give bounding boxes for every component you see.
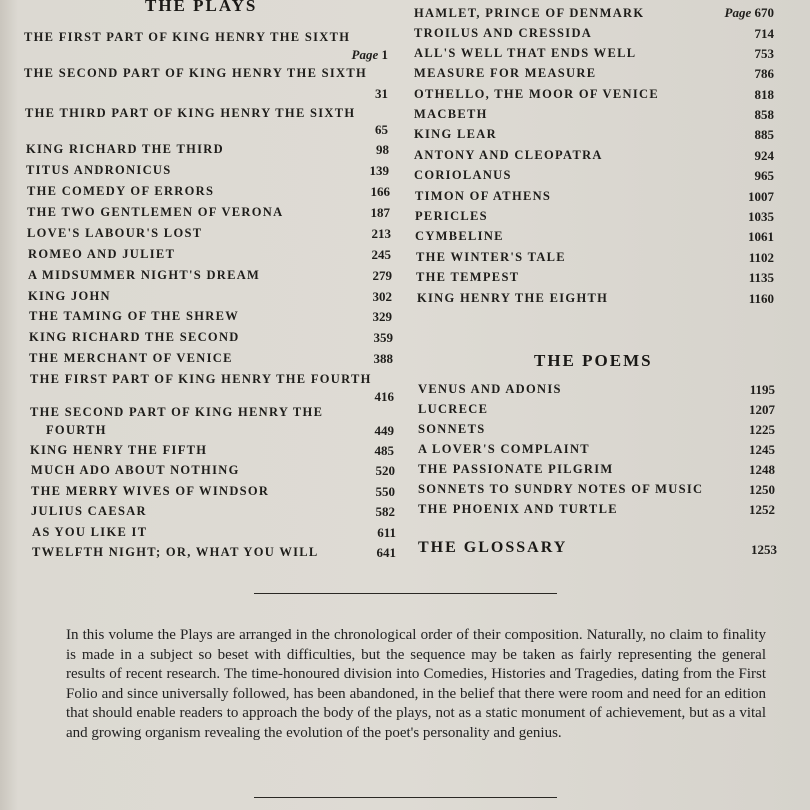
list-item: CYMBELINE [415, 229, 504, 243]
divider-rule [254, 797, 557, 798]
list-item: THE FIRST PART OF KING HENRY THE FOURTH [30, 372, 372, 386]
page-number: 1248 [749, 462, 775, 477]
page-number: 388 [373, 351, 393, 366]
page-number: 818 [754, 87, 774, 102]
list-item: THE TWO GENTLEMEN OF VERONA [27, 205, 284, 219]
list-item: A MIDSUMMER NIGHT'S DREAM [28, 268, 261, 282]
list-item: THE WINTER'S TALE [416, 250, 566, 264]
list-item: OTHELLO, THE MOOR OF VENICE [414, 87, 659, 101]
list-item: TROILUS AND CRESSIDA [414, 26, 593, 40]
page-number: 65 [375, 122, 388, 137]
list-item: AS YOU LIKE IT [32, 525, 148, 539]
divider-rule [254, 593, 557, 594]
page-number: 359 [373, 330, 393, 345]
list-item: LOVE'S LABOUR'S LOST [27, 226, 203, 240]
page-number: 1225 [749, 422, 775, 437]
list-item: MEASURE FOR MEASURE [414, 66, 597, 80]
list-item: THE FIRST PART OF KING HENRY THE SIXTH [24, 30, 351, 44]
page-number: 550 [375, 484, 395, 499]
page-number: 753 [754, 46, 774, 61]
list-item: KING RICHARD THE SECOND [29, 330, 240, 344]
list-item: SONNETS [418, 422, 486, 436]
list-item: LUCRECE [418, 402, 489, 416]
list-item: MACBETH [414, 107, 488, 121]
list-item-continuation: FOURTH [46, 423, 107, 437]
list-item: KING LEAR [414, 127, 497, 141]
list-item: KING JOHN [28, 289, 111, 303]
page-number: Page 1 [351, 47, 388, 62]
page-number: 329 [372, 309, 392, 324]
list-item: VENUS AND ADONIS [418, 382, 562, 396]
page-number: 858 [754, 107, 774, 122]
list-item: THE PASSIONATE PILGRIM [418, 462, 614, 476]
page-number: 302 [372, 289, 392, 304]
page-number: 31 [375, 86, 388, 101]
list-item: THE TEMPEST [416, 270, 520, 284]
page-number: 714 [754, 26, 774, 41]
page-number: 416 [374, 389, 394, 404]
page-number: 187 [370, 205, 390, 220]
page-number: 1207 [749, 402, 775, 417]
page-number: 1102 [748, 250, 774, 265]
list-item: ROMEO AND JULIET [28, 247, 176, 261]
page-number: 1135 [748, 270, 774, 285]
page-number: 245 [371, 247, 391, 262]
list-item: A LOVER'S COMPLAINT [418, 442, 590, 456]
list-item: MUCH ADO ABOUT NOTHING [31, 463, 240, 477]
page-number: 611 [377, 525, 396, 540]
page-number: 965 [754, 168, 774, 183]
page-number: 1160 [748, 291, 774, 306]
list-item: KING RICHARD THE THIRD [26, 142, 224, 156]
page-number: 1252 [749, 502, 775, 517]
page-number: 1061 [748, 229, 774, 244]
page-number: 1035 [748, 209, 774, 224]
page-number: 213 [371, 226, 391, 241]
list-item: TWELFTH NIGHT; OR, WHAT YOU WILL [32, 545, 319, 559]
list-item: KING HENRY THE FIFTH [30, 443, 208, 457]
page-number: 520 [375, 463, 395, 478]
page-number: 279 [372, 268, 392, 283]
list-item: CORIOLANUS [414, 168, 512, 182]
editorial-note: In this volume the Plays are arranged in the chronological order of their composition. Naturally, no claim to finality is made in a subject so beset with difficulties, but the sequence may be taken as fairly representing the general results of recent research. The time-honoured division into Comedies, Histories and Tragedies, dating from the First Folio and since universally followed, has been abandoned, in the belief that there were room and need for an edition that should enable readers to approach the body of the plays, not as a static monument of achievement, but as a vital and growing organism revealing the evolution of the poet's personality and genius. [66, 627, 766, 741]
plays-heading: THE PLAYS [145, 0, 258, 15]
list-item: ANTONY AND CLEOPATRA [414, 148, 603, 162]
page-number: 485 [374, 443, 394, 458]
page-number: 98 [376, 142, 389, 157]
list-item: THE MERCHANT OF VENICE [29, 351, 233, 365]
page-number: 139 [369, 163, 389, 178]
list-item: THE TAMING OF THE SHREW [29, 309, 240, 323]
list-item: KING HENRY THE EIGHTH [417, 291, 609, 305]
page-number: 1195 [749, 382, 775, 397]
page-number: Page 670 [724, 5, 774, 20]
page-number: 641 [376, 545, 396, 560]
list-item: TIMON OF ATHENS [415, 189, 552, 203]
glossary-page-number: 1253 [751, 542, 777, 557]
list-item: THE COMEDY OF ERRORS [27, 184, 215, 198]
list-item: THE THIRD PART OF KING HENRY THE SIXTH [25, 106, 356, 120]
glossary-heading: THE GLOSSARY [418, 539, 568, 556]
page-number: 924 [754, 148, 774, 163]
list-item: THE MERRY WIVES OF WINDSOR [31, 484, 270, 498]
page-number: 1250 [749, 482, 775, 497]
page-number: 166 [370, 184, 390, 199]
list-item: HAMLET, PRINCE OF DENMARK [414, 6, 645, 20]
list-item: PERICLES [415, 209, 488, 223]
page-number: 582 [375, 504, 395, 519]
list-item: ALL'S WELL THAT ENDS WELL [414, 46, 637, 60]
list-item: THE SECOND PART OF KING HENRY THE SIXTH [24, 66, 368, 80]
list-item: THE PHOENIX AND TURTLE [418, 502, 618, 516]
page-number: 449 [374, 423, 394, 438]
page-number: 786 [754, 66, 774, 81]
poems-heading: THE POEMS [534, 351, 653, 370]
page-number: 1007 [748, 189, 774, 204]
page-number: 885 [754, 127, 774, 142]
page-number: 1245 [749, 442, 775, 457]
list-item: TITUS ANDRONICUS [26, 163, 172, 177]
list-item: THE SECOND PART OF KING HENRY THE [30, 405, 324, 419]
list-item: JULIUS CAESAR [31, 504, 147, 518]
list-item: SONNETS TO SUNDRY NOTES OF MUSIC [418, 482, 704, 496]
